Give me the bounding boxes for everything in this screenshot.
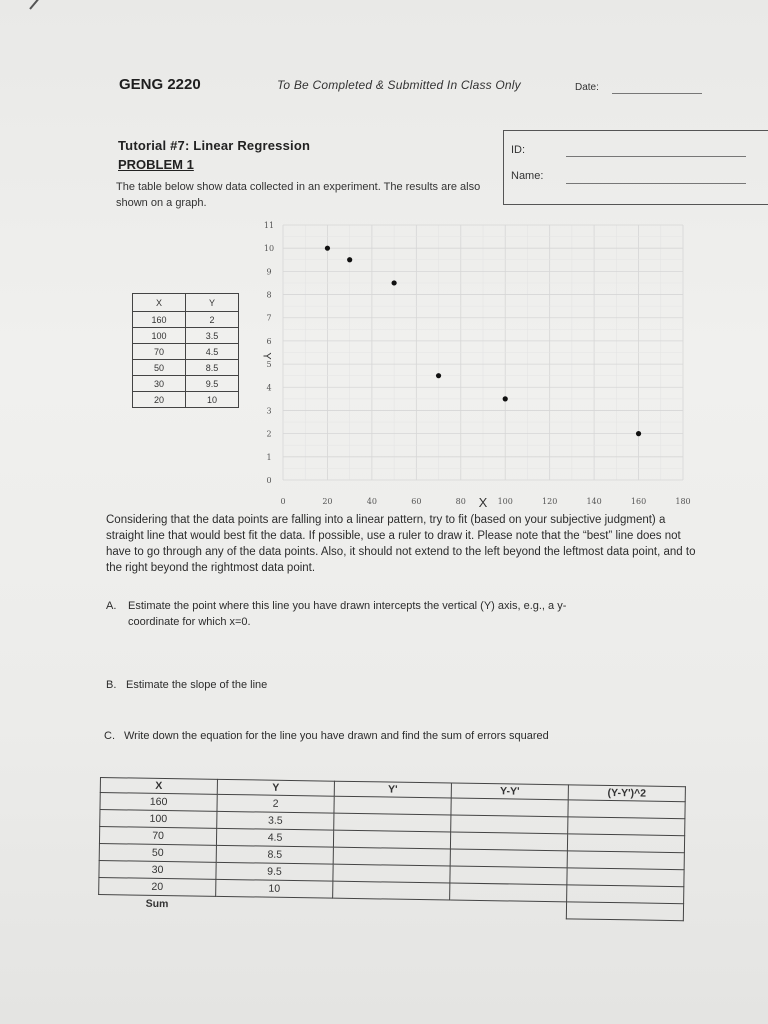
sum-label: Sum: [145, 897, 169, 911]
data-point: [503, 396, 508, 401]
x-cell: 160: [133, 312, 186, 328]
error-squared-cell[interactable]: [568, 817, 685, 836]
question-a-line2: coordinate for which x=0.: [128, 616, 251, 628]
data-point: [392, 280, 397, 285]
data-point: [436, 373, 441, 378]
y-cell: 2: [217, 794, 334, 813]
x-cell: 30: [99, 860, 216, 879]
x-cell: 30: [133, 376, 186, 392]
instructions-paragraph: Considering that the data points are falling into a linear pattern, try to fit (based on your subjective judgment) a straight line that would best fit the data. If possible, use a ruler to draw it. Please note that the “best” line does not have to go through any of the data points. Also, it should not extend to the left beyond the leftmost data point, and to the right beyond the rightmost data point.: [106, 514, 696, 574]
x-tick-label: 20: [322, 497, 333, 506]
data-point: [347, 257, 352, 262]
date-field[interactable]: [612, 93, 702, 94]
question-a-line1: Estimate the point where this line you have drawn intercepts the vertical (Y) axis, e.g., a y-: [128, 600, 567, 612]
table-header-y: Y: [186, 294, 239, 312]
y-cell: 10: [186, 392, 239, 408]
table-row: [133, 344, 239, 360]
name-field[interactable]: [566, 183, 746, 184]
y-cell: 3.5: [217, 811, 334, 830]
error-squared-cell[interactable]: [568, 800, 685, 819]
y-prime-cell[interactable]: [334, 813, 451, 832]
submission-note: To Be Completed & Submitted In Class Only: [277, 78, 521, 92]
y-cell: 9.5: [186, 376, 239, 392]
x-cell: 50: [99, 843, 216, 862]
x-cell: 50: [133, 360, 186, 376]
pen-mark: [29, 0, 50, 10]
error-cell[interactable]: [450, 883, 567, 902]
y-cell: 8.5: [186, 360, 239, 376]
scatter-chart: [255, 215, 705, 520]
answer-header-y: Y: [217, 779, 334, 796]
y-prime-cell[interactable]: [333, 864, 450, 883]
x-tick-label: 180: [675, 497, 691, 506]
question-c: [104, 730, 549, 742]
y-prime-cell[interactable]: [333, 847, 450, 866]
x-axis-label: X: [478, 495, 488, 510]
problem-intro: The table below show data collected in an experiment. The results are also shown on a graph.: [116, 181, 481, 209]
y-cell: 10: [216, 879, 333, 898]
y-cell: 8.5: [216, 845, 333, 864]
x-cell: 160: [100, 793, 217, 812]
answer-header-error-squared: (Y-Y')^2: [568, 785, 685, 802]
error-cell[interactable]: [450, 849, 567, 868]
id-field[interactable]: [566, 156, 746, 157]
y-tick-label: 4: [266, 383, 272, 393]
question-c-text: Write down the equation for the line you have drawn and find the sum of errors squared: [124, 730, 549, 742]
y-cell: 9.5: [216, 862, 333, 881]
date-label: Date:: [575, 82, 599, 93]
x-tick-label: 0: [280, 497, 286, 506]
name-label: Name:: [511, 170, 544, 182]
sum-cell[interactable]: [566, 902, 683, 921]
error-cell[interactable]: [450, 832, 567, 851]
question-b-letter: B.: [106, 679, 117, 691]
table-row: [133, 376, 239, 392]
table-row: [133, 312, 239, 328]
question-a: [106, 598, 686, 630]
data-table: [132, 293, 239, 408]
y-tick-label: 0: [266, 476, 272, 485]
table-header-x: X: [133, 294, 186, 312]
x-cell: 100: [100, 810, 217, 829]
scatter-plot: [255, 215, 705, 520]
answer-header-y-prime: Y': [334, 781, 451, 798]
error-cell[interactable]: [451, 798, 568, 817]
error-squared-cell[interactable]: [567, 851, 684, 870]
error-cell[interactable]: [450, 866, 567, 885]
table-row: [133, 360, 239, 376]
error-squared-cell[interactable]: [567, 868, 684, 887]
y-tick-label: 10: [263, 244, 275, 254]
y-tick-label: 9: [266, 267, 272, 277]
table-row: [133, 392, 239, 408]
y-tick-label: 11: [263, 221, 275, 230]
question-b-text: Estimate the slope of the line: [126, 679, 268, 691]
problem-heading: PROBLEM 1: [118, 157, 194, 172]
x-tick-label: 160: [630, 497, 647, 506]
y-tick-label: 2: [266, 429, 272, 439]
table-row: [133, 328, 239, 344]
x-tick-label: 140: [586, 497, 602, 506]
y-tick-label: 8: [266, 290, 272, 300]
x-cell: 20: [133, 392, 186, 408]
question-b: [106, 679, 267, 691]
y-cell: 3.5: [186, 328, 239, 344]
y-tick-label: 6: [266, 336, 272, 346]
x-tick-label: 60: [411, 497, 422, 506]
data-point: [636, 431, 641, 436]
x-tick-label: 100: [497, 497, 513, 506]
question-a-letter: A.: [106, 600, 117, 612]
answer-header-x: X: [100, 778, 217, 795]
data-point: [325, 246, 330, 251]
y-prime-cell[interactable]: [333, 830, 450, 849]
y-axis-label: Y: [260, 352, 273, 360]
x-tick-label: 120: [542, 497, 558, 506]
error-squared-cell[interactable]: [567, 885, 684, 904]
y-cell: 4.5: [186, 344, 239, 360]
id-box: [503, 130, 768, 205]
question-c-letter: C.: [104, 730, 115, 742]
y-tick-label: 1: [266, 452, 272, 462]
y-cell: 2: [186, 312, 239, 328]
answer-header-error: Y-Y': [451, 783, 568, 800]
error-cell[interactable]: [451, 815, 568, 834]
course-code: GENG 2220: [119, 76, 201, 93]
x-cell: 20: [99, 877, 216, 896]
x-tick-label: 80: [455, 497, 466, 506]
y-prime-cell[interactable]: [334, 796, 451, 815]
y-tick-label: 7: [266, 313, 272, 323]
y-tick-label: 3: [266, 406, 272, 416]
x-cell: 70: [99, 827, 216, 846]
y-cell: 4.5: [216, 828, 333, 847]
tutorial-title: Tutorial #7: Linear Regression: [118, 138, 311, 153]
x-cell: 70: [133, 344, 186, 360]
answer-table: [98, 777, 686, 921]
y-tick-label: 5: [266, 360, 272, 370]
error-squared-cell[interactable]: [567, 834, 684, 853]
id-label: ID:: [511, 144, 526, 156]
y-prime-cell[interactable]: [333, 881, 450, 900]
x-cell: 100: [133, 328, 186, 344]
x-tick-label: 40: [366, 497, 377, 506]
